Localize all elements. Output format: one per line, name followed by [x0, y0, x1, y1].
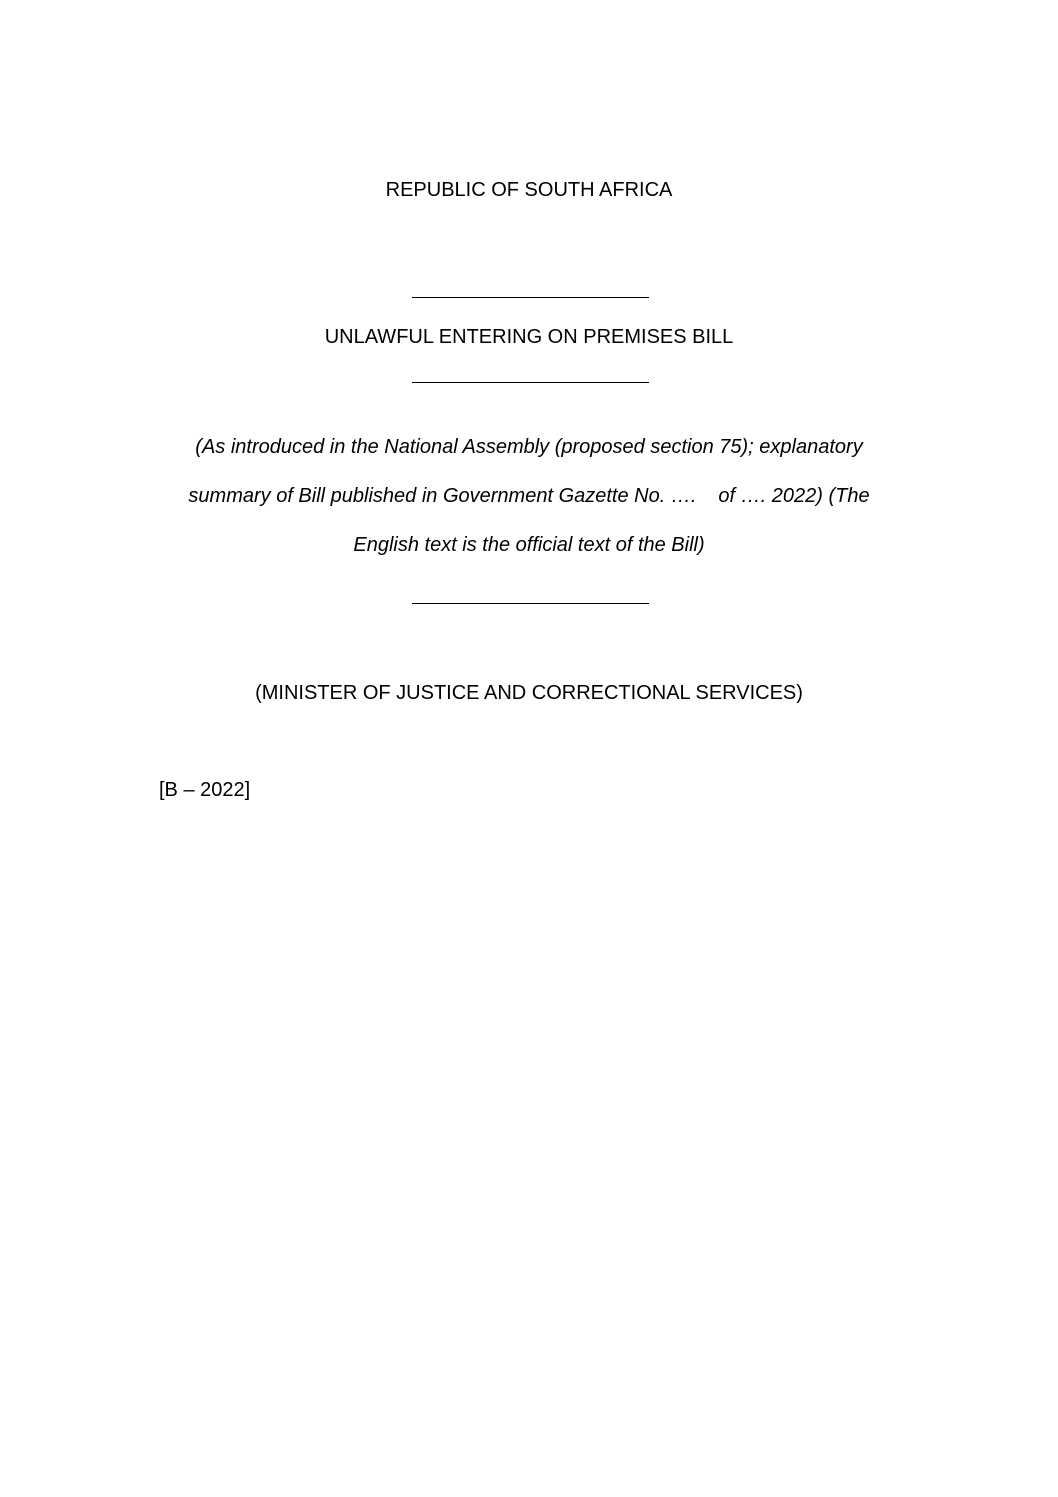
rule-below-note [412, 603, 649, 604]
introduction-note-line-2 [0, 484, 1058, 508]
bill-number: [B – 2022] [159, 779, 251, 801]
introduction-note-line-3: English text is the official text of the Bill) [353, 534, 705, 556]
rule-below-title [412, 382, 649, 383]
bill-title: UNLAWFUL ENTERING ON PREMISES BILL [324, 326, 734, 348]
country-heading: REPUBLIC OF SOUTH AFRICA [385, 179, 673, 201]
introduction-note-line-2-part-2: of …. 2022) (The [718, 485, 870, 507]
minister-line: (MINISTER OF JUSTICE AND CORRECTIONAL SERVICES) [255, 682, 803, 704]
rule-above-title [412, 297, 649, 298]
introduction-note-line-1: (As introduced in the National Assembly (proposed section 75); explanatory [195, 436, 863, 458]
introduction-note-line-2-part-1: summary of Bill published in Government Gazette No. …. [188, 485, 697, 507]
